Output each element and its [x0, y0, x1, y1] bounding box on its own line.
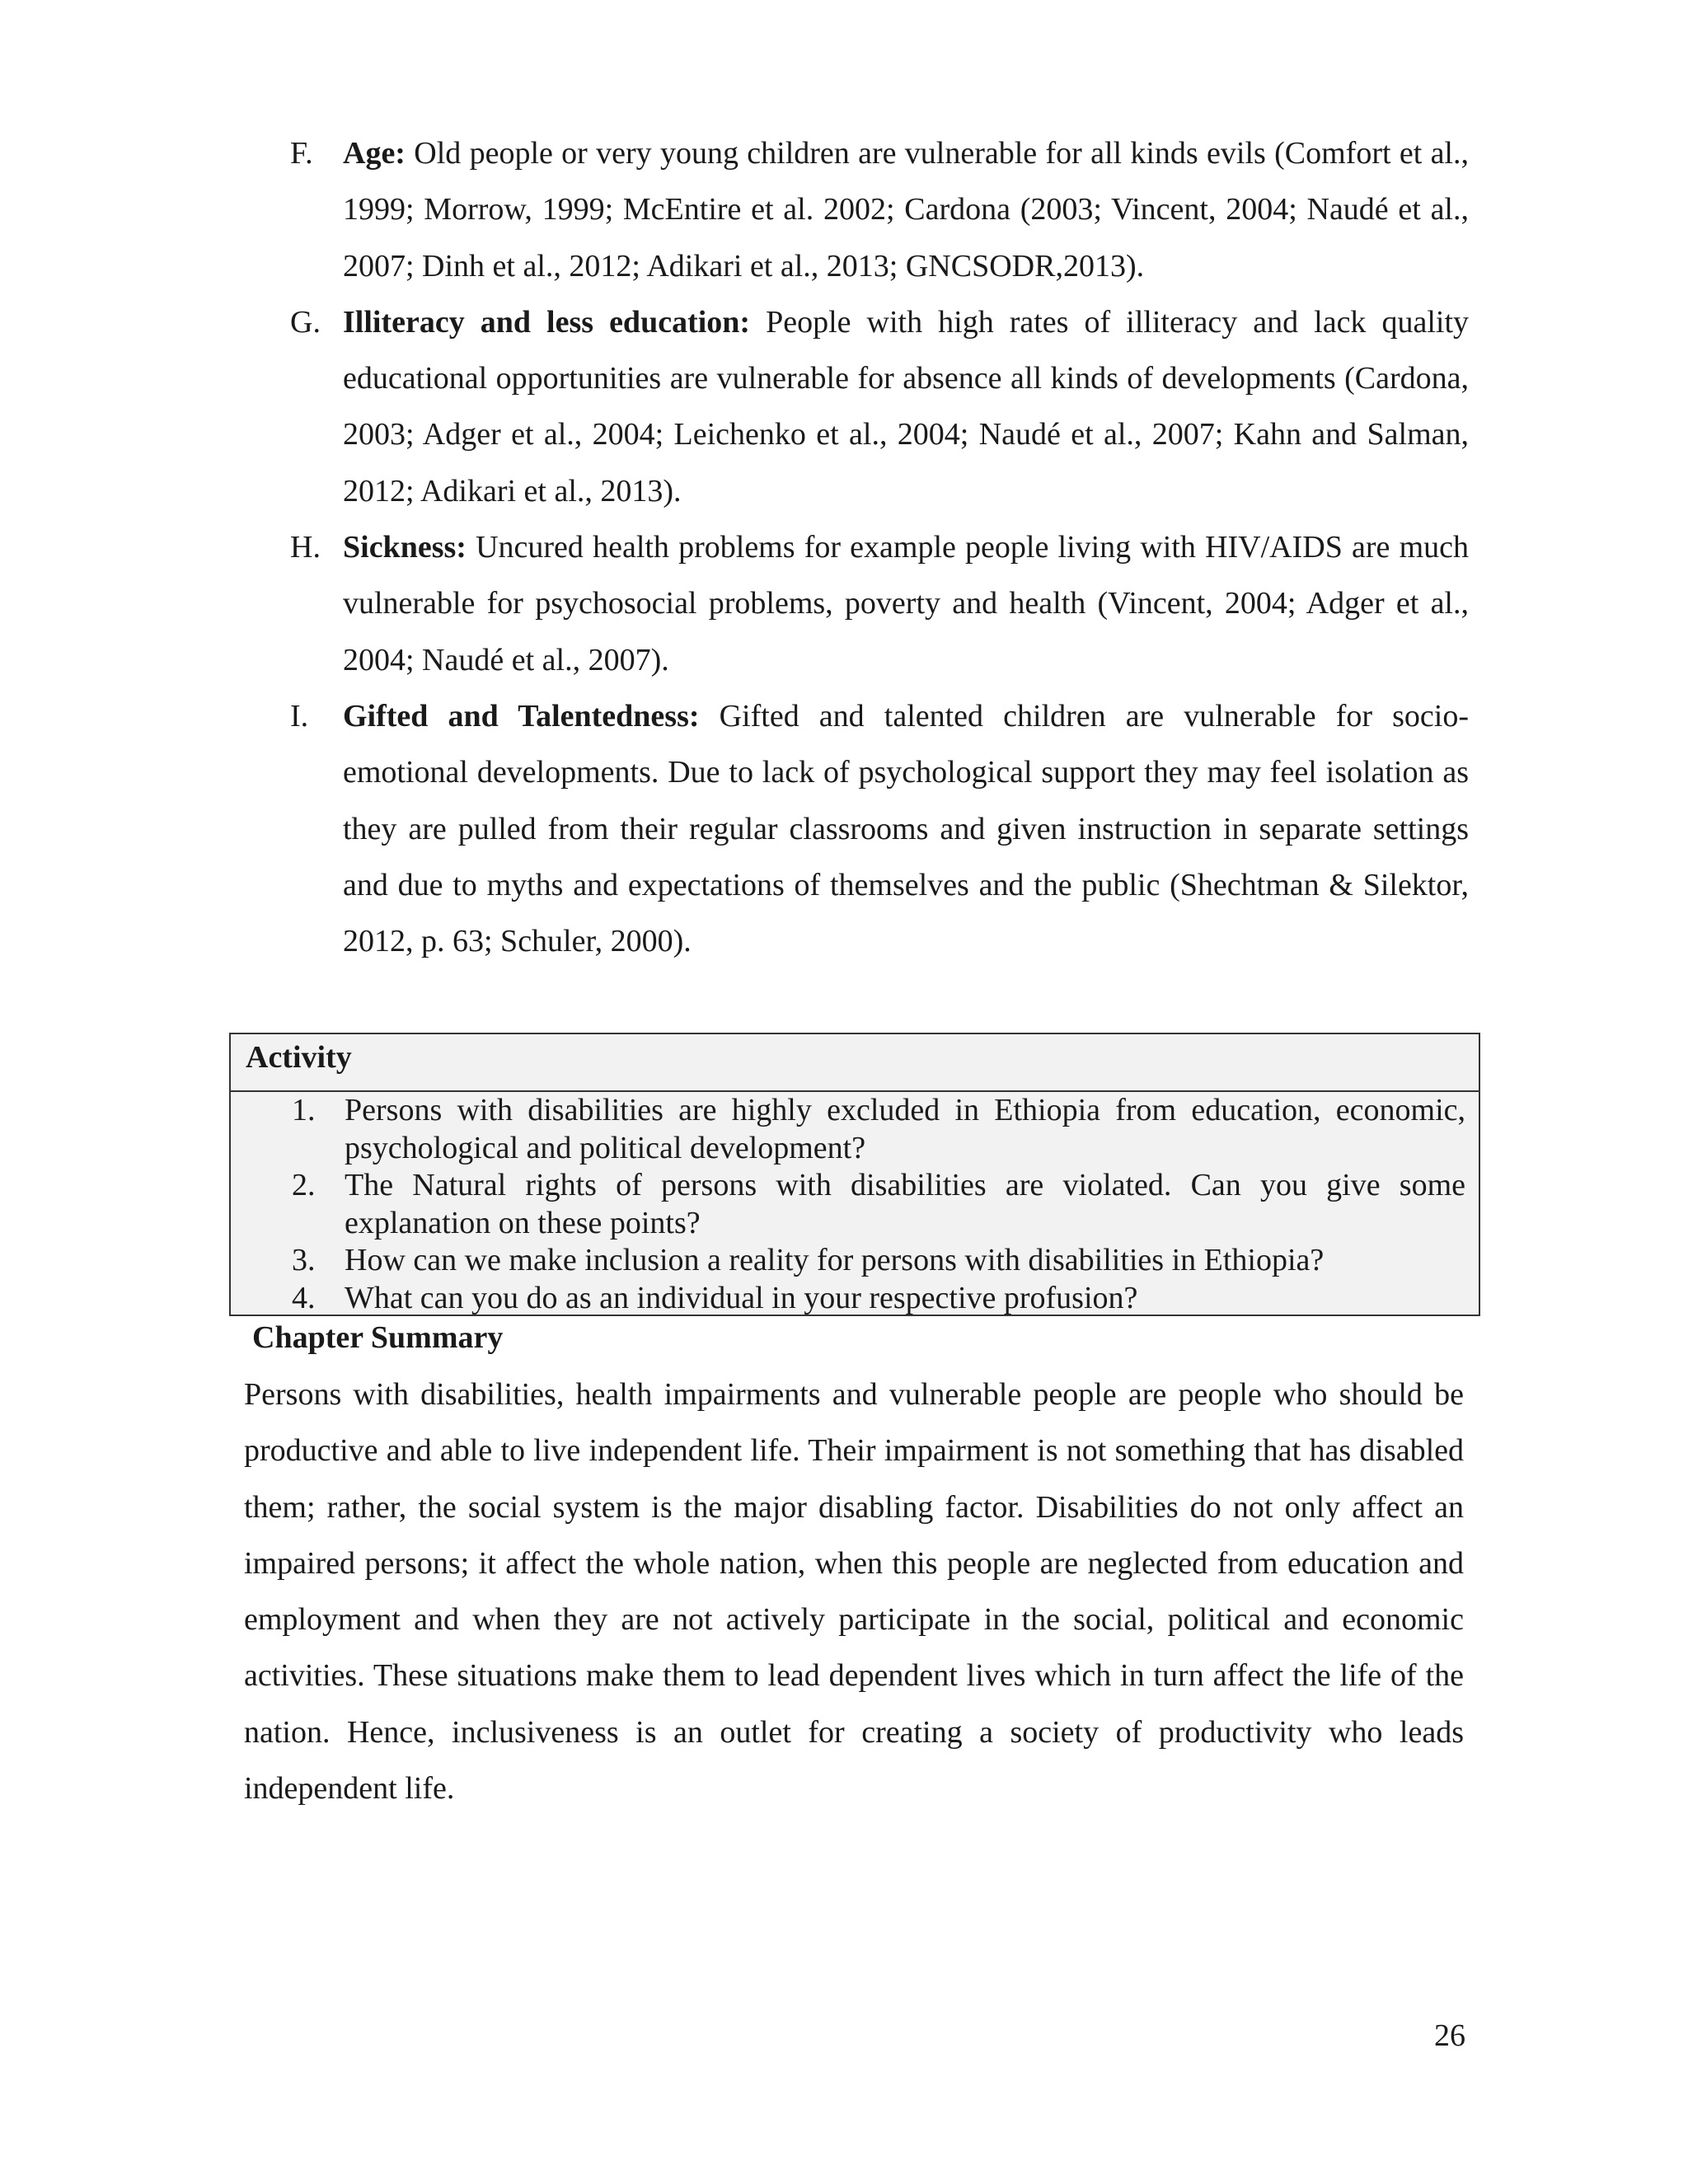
list-item-term: Sickness:	[343, 530, 467, 565]
list-item-text: Uncured health problems for example people living with HIV/AIDS are much vulnerable for psychosocial problems, poverty and health (Vincent, 2004; Adger et al., 2004; Naudé et al., 2007).	[343, 530, 1469, 677]
list-item	[290, 294, 1469, 519]
question-number: 2.	[292, 1168, 316, 1202]
chapter-summary-heading: Chapter Summary	[252, 1320, 504, 1355]
question-text: Persons with disabilities are highly excluded in Ethiopia from education, economic, psychological and political development?	[345, 1093, 1465, 1165]
activity-title: Activity	[231, 1034, 1479, 1092]
question-number: 4.	[292, 1280, 316, 1315]
list-item-term: Age:	[343, 136, 406, 171]
list-marker: I.	[290, 698, 309, 733]
list-marker: G.	[290, 304, 321, 340]
list-item	[290, 688, 1469, 969]
page-number: 26	[1434, 2018, 1465, 2053]
list-item-term: Illiteracy and less education:	[343, 304, 751, 340]
list-item-text: Old people or very young children are vulnerable for all kinds evils (Comfort et al., 1999; Morrow, 1999; McEntire et al. 2002; Cardona (2003; Vincent, 2004; Naudé et al., 2007; Dinh et al., 2012; Adikari et al., 2013; GNCSODR,2013).	[343, 136, 1469, 284]
question-text: The Natural rights of persons with disabilities are violated. Can you give some explanation on these points?	[345, 1168, 1465, 1240]
chapter-summary-paragraph: Persons with disabilities, health impairments and vulnerable people are people who should be productive and able to live independent life. Their impairment is not something that has disabled them; rather, the social system is the major disabling factor. Disabilities do not only affect an impaired persons; it affect the whole nation, when this people are neglected from education and employment and when they are not actively participate in the social, political and economic activities. These situations make them to lead dependent lives which in turn affect the life of the nation. Hence, inclusiveness is an outlet for creating a society of productivity who leads independent life.	[244, 1377, 1464, 1807]
question-number: 1.	[292, 1093, 316, 1127]
list-item-text: Gifted and talented children are vulnerable for socio-emotional developments. Due to lack of psychological support they may feel isolation as they are pulled from their regular classrooms and given instruction in separate settings and due to myths and expectations of themselves and the public (Shechtman & Silektor, 2012, p. 63; Schuler, 2000).	[343, 698, 1469, 959]
list-marker: F.	[290, 136, 313, 171]
activity-box	[229, 1033, 1480, 1316]
question-text: What can you do as an individual in your respective profusion?	[345, 1280, 1138, 1315]
list-item	[290, 125, 1469, 294]
vulnerability-list	[290, 125, 1469, 969]
list-item	[290, 519, 1469, 688]
activity-question	[292, 1092, 1465, 1167]
activity-question	[292, 1167, 1465, 1242]
activity-question-list	[292, 1092, 1465, 1317]
activity-question	[292, 1242, 1465, 1280]
activity-question	[292, 1280, 1465, 1318]
question-text: How can we make inclusion a reality for persons with disabilities in Ethiopia?	[345, 1243, 1325, 1277]
question-number: 3.	[292, 1243, 316, 1277]
list-item-term: Gifted and Talentedness:	[343, 698, 700, 733]
list-item-text: People with high rates of illiteracy and lack quality educational opportunities are vulnerable for absence all kinds of developments (Cardona, 2003; Adger et al., 2004; Leichenko et al., 2004; Naudé et al., 2007; Kahn and Salman, 2012; Adikari et al., 2013).	[343, 304, 1469, 509]
list-marker: H.	[290, 530, 321, 565]
